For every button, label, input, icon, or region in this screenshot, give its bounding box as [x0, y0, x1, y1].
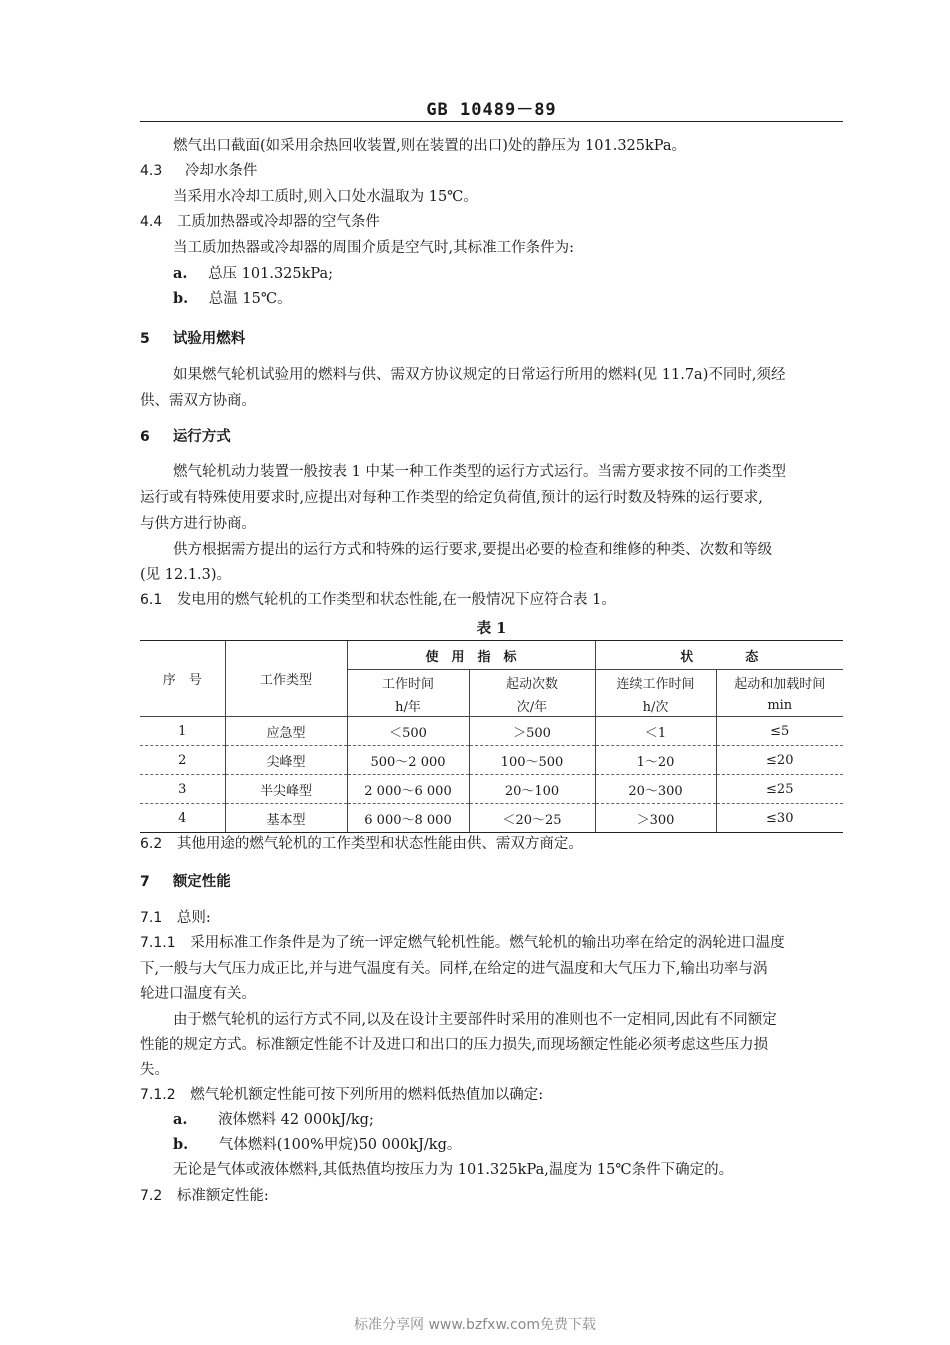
list-text: 总温 15℃。: [208, 291, 292, 307]
paragraph-line: 轮进口温度有关。: [140, 986, 256, 1002]
paragraph-line: 当工质加热器或冷却器的周围介质是空气时,其标准工作条件为:: [173, 240, 574, 256]
section-7-1-2: [140, 1085, 543, 1105]
header-state: 状 态: [595, 641, 843, 670]
cell-type: 尖峰型: [225, 746, 347, 775]
list-item-a: [173, 1110, 374, 1130]
paragraph-line: 由于燃气轮机的运行方式不同,以及在设计主要部件时采用的准则也不一定相同,因此有不同额定: [173, 1012, 777, 1028]
paragraph-line: (见 12.1.3)。: [140, 567, 232, 583]
section-7-heading: [140, 872, 231, 892]
section-6-1: [140, 590, 616, 610]
cell-starts: ＜20～25: [469, 804, 595, 833]
section-number: 4.3: [140, 163, 163, 179]
header-rule: [140, 121, 843, 122]
header-load-unit: min: [716, 694, 843, 717]
paragraph-line: 性能的规定方式。标准额定性能不计及进口和出口的压力损失,而现场额定性能必须考虑这些压力损: [140, 1037, 769, 1053]
cell-type: 半尖峰型: [225, 775, 347, 804]
section-number: 7.1: [140, 910, 163, 926]
cell-seq: 4: [140, 804, 225, 833]
section-4-4-heading: [140, 212, 380, 232]
header-cont: 连续工作时间: [595, 670, 716, 695]
cell-hours: 2 000～6 000: [347, 775, 469, 804]
section-5-heading: [140, 329, 245, 349]
paragraph-line: 燃气轮机动力装置一般按表 1 中某一种工作类型的运行方式运行。当需方要求按不同的工作类型: [173, 464, 786, 480]
paragraph-line: 与供方进行协商。: [140, 516, 256, 532]
section-number: 7.1.1: [140, 935, 176, 951]
list-label: a.: [173, 265, 188, 282]
header-type: 工作类型: [225, 641, 347, 717]
section-7-1-1: [140, 933, 785, 953]
section-number: 4.4: [140, 214, 163, 230]
section-number: 5: [140, 331, 150, 347]
footer-watermark: 标准分享网 www.bzfxw.com免费下载: [354, 1317, 596, 1333]
section-number: 6.2: [140, 836, 163, 852]
paragraph-line: 失。: [140, 1062, 169, 1078]
cell-cont: 20～300: [595, 775, 716, 804]
header-hours-unit: h/年: [347, 694, 469, 717]
list-item-b: [173, 289, 292, 309]
cell-load: ≤30: [716, 804, 843, 833]
cell-hours: 500～2 000: [347, 746, 469, 775]
section-6-2: [140, 834, 583, 854]
paragraph-line: 当采用水冷却工质时,则入口处水温取为 15℃。: [173, 189, 478, 205]
cell-type: 应急型: [225, 717, 347, 746]
header-hours: 工作时间: [347, 670, 469, 695]
cell-cont: ＞300: [595, 804, 716, 833]
section-6-heading: [140, 427, 231, 447]
table-1: [140, 640, 843, 833]
cell-load: ≤5: [716, 717, 843, 746]
paragraph-line: 采用标准工作条件是为了统一评定燃气轮机性能。燃气轮机的输出功率在给定的涡轮进口温度: [190, 935, 785, 951]
page-header-code: GB 10489－89: [426, 100, 557, 120]
table-row: [140, 804, 843, 833]
cell-load: ≤25: [716, 775, 843, 804]
paragraph-line: 无论是气体或液体燃料,其低热值均按压力为 101.325kPa,温度为 15℃条件下确定的。: [173, 1162, 734, 1178]
table-row: [140, 717, 843, 746]
section-7-2: [140, 1186, 269, 1206]
list-label: a.: [173, 1111, 188, 1128]
section-number: 7.1.2: [140, 1087, 176, 1103]
cell-starts: ＞500: [469, 717, 595, 746]
section-text: 标准额定性能:: [176, 1188, 269, 1204]
header-starts-unit: 次/年: [469, 694, 595, 717]
paragraph-line: 如果燃气轮机试验用的燃料与供、需双方协议规定的日常运行所用的燃料(见 11.7a)不同时,须经: [173, 367, 786, 383]
cell-hours: 6 000～8 000: [347, 804, 469, 833]
cell-seq: 2: [140, 746, 225, 775]
list-text: 液体燃料 42 000kJ/kg;: [218, 1112, 374, 1128]
cell-cont: ＜1: [595, 717, 716, 746]
cell-seq: 3: [140, 775, 225, 804]
section-title: 额定性能: [172, 873, 231, 890]
section-text: 总则:: [176, 910, 211, 926]
cell-starts: 20～100: [469, 775, 595, 804]
section-number: 6.1: [140, 592, 163, 608]
section-title: 试验用燃料: [172, 330, 246, 347]
header-usage: 使 用 指 标: [347, 641, 595, 670]
header-seq: 序 号: [140, 641, 225, 717]
table-row: [140, 746, 843, 775]
section-text: 其他用途的燃气轮机的工作类型和状态性能由供、需双方商定。: [176, 836, 583, 852]
section-text: 发电用的燃气轮机的工作类型和状态性能,在一般情况下应符合表 1。: [176, 592, 616, 608]
list-label: b.: [173, 290, 189, 307]
cell-load: ≤20: [716, 746, 843, 775]
section-number: 6: [140, 429, 150, 445]
list-text: 总压 101.325kPa;: [208, 266, 334, 282]
section-title: 冷却水条件: [184, 163, 258, 179]
cell-starts: 100～500: [469, 746, 595, 775]
header-starts: 起动次数: [469, 670, 595, 695]
cell-type: 基本型: [225, 804, 347, 833]
section-title: 运行方式: [172, 428, 231, 445]
section-7-1: [140, 908, 211, 928]
cell-hours: ＜500: [347, 717, 469, 746]
section-title: 工质加热器或冷却器的空气条件: [176, 214, 380, 230]
table-title: 表 1: [476, 620, 507, 637]
list-label: b.: [173, 1136, 189, 1153]
paragraph-line: 燃气出口截面(如采用余热回收装置,则在装置的出口)处的静压为 101.325kPa。: [173, 138, 687, 154]
table-row: [140, 775, 843, 804]
section-text: 燃气轮机额定性能可按下列所用的燃料低热值加以确定:: [190, 1087, 544, 1103]
paragraph-line: 供、需双方协商。: [140, 393, 256, 409]
section-number: 7.2: [140, 1188, 163, 1204]
list-text: 气体燃料(100%甲烷)50 000kJ/kg。: [218, 1137, 462, 1153]
header-cont-unit: h/次: [595, 694, 716, 717]
section-number: 7: [140, 874, 150, 890]
cell-cont: 1～20: [595, 746, 716, 775]
paragraph-line: 下,一般与大气压力成正比,并与进气温度有关。同样,在给定的进气温度和大气压力下,输出功率与涡: [140, 961, 768, 977]
paragraph-line: 供方根据需方提出的运行方式和特殊的运行要求,要提出必要的检查和维修的种类、次数和等级: [173, 542, 773, 558]
list-item-a: [173, 264, 333, 284]
paragraph-line: 运行或有特殊使用要求时,应提出对每种工作类型的给定负荷值,预计的运行时数及特殊的运行要求,: [140, 490, 763, 506]
section-4-3-heading: [140, 161, 257, 181]
cell-seq: 1: [140, 717, 225, 746]
header-load: 起动和加载时间: [716, 670, 843, 695]
list-item-b: [173, 1135, 461, 1155]
